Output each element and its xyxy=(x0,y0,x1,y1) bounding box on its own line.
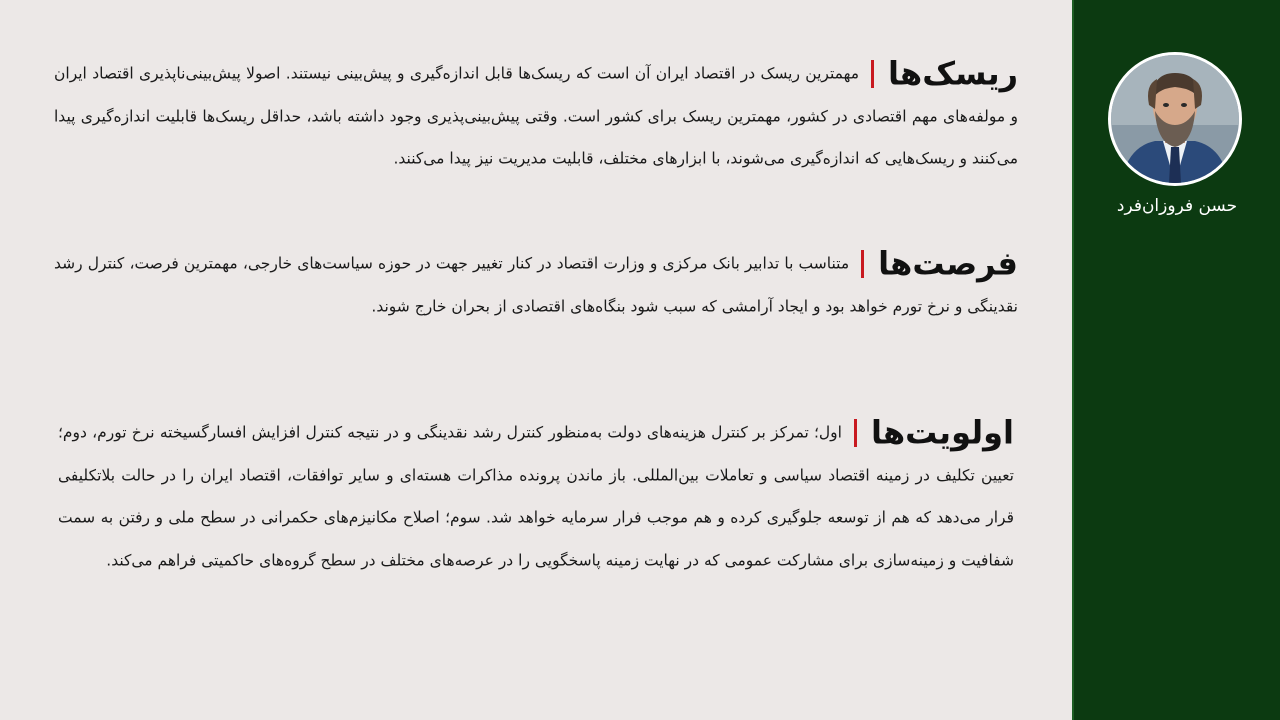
opportunities-text: متناسب با تدابیر بانک مرکزی و وزارت اقتصاد در کنار تغییر جهت در حوزه سیاست‌های خارجی، مهمترین فرصت، کنترل رشد نقدینگی و نرخ تورم خواهد بود و ایجاد آرامشی که سبب شود بنگاه‌های اقتصادی از بحران خارج شوند. xyxy=(54,254,1018,315)
priorities-text: اول؛ تمرکز بر کنترل هزینه‌های دولت به‌منظور کنترل رشد نقدینگی و در نتیجه کنترل افزایش افسارگسیخته نرخ تورم، دوم؛ تعیین تکلیف در زمینه اقتصاد سیاسی و تعاملات بین‌المللی. باز ماندن پرونده مذاکرات هسته‌ای و سایر توافقات، اقتصاد ایران را در حالت بلاتکلیفی قرار می‌دهد که هم از توسعه جلوگیری کرده و هم موجب فرار سرمایه خواهد شد. سوم؛ اصلاح مکانیزم‌های حکمرانی در سطح ملی و رفتن به سمت شفافیت و زمینه‌سازی برای مشارکت عمومی که در نهایت زمینه پاسخگویی را در عرصه‌های مختلف در سطح گروه‌های حاکمیتی فراهم می‌کند. xyxy=(58,423,1014,569)
avatar xyxy=(1108,52,1242,186)
priorities-heading: اولویت‌ها xyxy=(870,413,1014,452)
risks-divider xyxy=(871,60,874,88)
risks-text: مهمترین ریسک در اقتصاد ایران آن است که ریسک‌ها قابل اندازه‌گیری و پیش‌بینی نیستند. اصولا پیش‌بینی‌ناپذیری اقتصاد ایران و مولفه‌های مهم اقتصادی در کشور، مهمترین ریسک برای کشور است. وقتی پیش‌بینی‌پذیری وجود داشته باشد، حداقل ریسک‌ها قابلیت اندازه‌گیری پیدا می‌کنند و ریسک‌هایی که اندازه‌گیری می‌شوند، با ابزارهای مختلف، قابلیت مدیریت نیز پیدا می‌کنند. xyxy=(54,64,1018,168)
risks-heading: ریسک‌ها xyxy=(888,54,1018,93)
risks-section xyxy=(54,52,1018,180)
opportunities-section xyxy=(54,242,1018,327)
priorities-divider xyxy=(854,419,857,447)
profile-sidebar xyxy=(1072,0,1280,720)
profile-name: حسن فروزان‌فرد xyxy=(1116,196,1238,216)
priorities-section xyxy=(58,411,1014,581)
person-portrait-icon xyxy=(1111,55,1239,183)
opportunities-divider xyxy=(861,250,864,278)
opportunities-heading: فرصت‌ها xyxy=(878,244,1018,283)
